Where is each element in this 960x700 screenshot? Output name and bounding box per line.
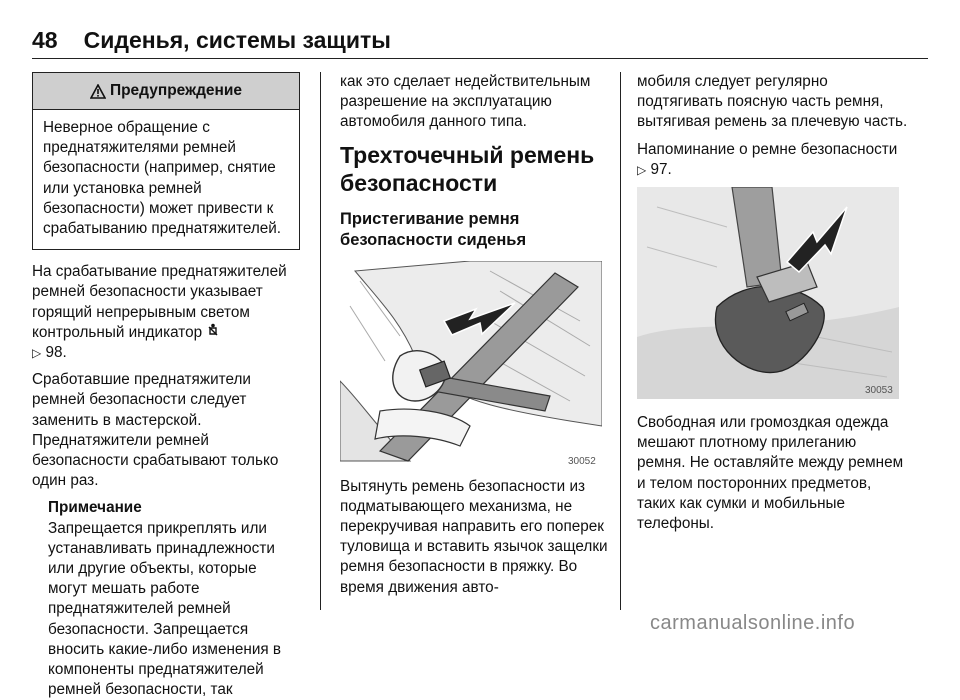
subsection-heading: Пристегивание ремня безопасности сиденья xyxy=(340,209,527,249)
note-text: Запрещается прикреплять или устанавливать принадлежности или другие объекты, которые могут мешать работе преднатяжителей ремней безопасности. Запрещается вносить какие-либо изменения в компоненты преднатяжителей ремней безопасности, так xyxy=(48,519,282,699)
note-title: Примечание xyxy=(48,499,142,517)
paragraph-fastening: Вытянуть ремень безопасности из подматывающего механизма, не перекручивая направить его поперек туловища и вставить язычок защелки ремня безопасности в пряжку. Во время движения авто- xyxy=(340,477,608,596)
paragraph-indicator-text: На срабатывание преднатяжителей ремней безопасности указывает горящий непрерывным светом контрольный индикатор xyxy=(32,263,287,341)
page-header xyxy=(32,14,928,54)
page-ref-98[interactable]: 98. xyxy=(45,344,67,362)
figure-code-30052: 30052 xyxy=(568,455,596,467)
column-divider-2 xyxy=(620,72,621,610)
warning-header xyxy=(33,73,299,110)
column-middle xyxy=(340,72,608,605)
warning-triangle-icon xyxy=(90,84,106,99)
paragraph-replacement: Сработавшие преднатяжители ремней безопасности следует заменить в мастерской. Преднатяжители ремней безопасности срабатывают только один раз. xyxy=(32,371,279,490)
continued-text: как это сделает недействительным разрешение на эксплуатацию автомобиля данного типа. xyxy=(340,73,591,131)
watermark-text: carmanualsonline.info xyxy=(650,612,856,634)
page-ref-97[interactable]: 97. xyxy=(650,160,672,178)
column-divider-1 xyxy=(320,72,321,610)
warning-box xyxy=(32,72,300,250)
section-heading: Трехточечный ремень безопасности xyxy=(340,141,595,196)
page-ref-arrow-icon: ▷ xyxy=(32,346,42,361)
reminder-paragraph xyxy=(637,140,909,180)
seatbelt-warning-icon xyxy=(206,323,220,337)
figure-code-30053: 30053 xyxy=(865,385,893,397)
seatbelt-fastening-illustration xyxy=(340,261,602,469)
note-block xyxy=(48,498,300,700)
header-divider xyxy=(32,58,928,59)
buckle-closeup-illustration xyxy=(637,187,899,399)
reminder-text: Напоминание о ремне безопасности xyxy=(637,140,898,158)
page-title: Сиденья, системы защиты xyxy=(83,27,391,53)
page-number: 48 xyxy=(32,27,58,53)
continued-text-right: мобиля следует регулярно подтягивать поясную часть ремня, вытягивая ремень за плечевую часть. xyxy=(637,73,908,131)
warning-text: Неверное обращение с преднатяжителями ремней безопасности (например, снятие или установка ремней безопасности) может привести к срабатыванию преднатяжителей. xyxy=(43,119,282,238)
paragraph-clothing: Свободная или громоздкая одежда мешают плотному прилеганию ремня. Не оставляйте между ремнем и телом посторонних предметов, таких как сумки и мобильные телефоны. xyxy=(637,414,904,533)
column-right xyxy=(637,72,909,541)
warning-title: Предупреждение xyxy=(109,81,243,99)
paragraph-indicator xyxy=(32,262,300,363)
column-left xyxy=(32,72,300,700)
page-ref-arrow-icon: ▷ xyxy=(637,162,647,177)
